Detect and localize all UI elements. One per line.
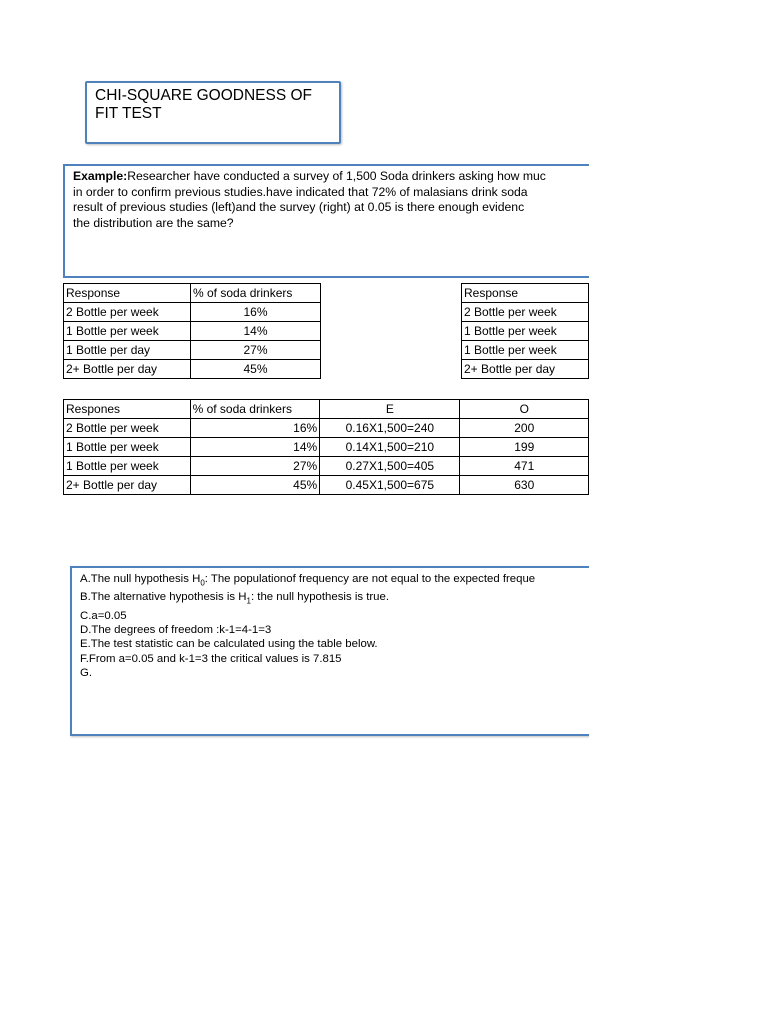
table-row	[462, 322, 589, 341]
hypothesis-e: E.The test statistic can be calculated using the table below.	[80, 638, 378, 651]
survey-table	[461, 283, 589, 379]
example-box	[63, 164, 589, 278]
response-cell: 1 Bottle per week	[462, 322, 589, 341]
hypothesis-a-subscript: 0	[200, 578, 205, 588]
example-line-2: in order to confirm previous studies.have indicated that 72% of malasians drink soda	[73, 184, 528, 199]
table-header-row	[64, 284, 321, 303]
percent-cell: 14%	[190, 438, 320, 457]
hypothesis-a-suffix: : The populationof frequency are not equal to the expected freque	[204, 573, 536, 585]
response-cell: 2+ Bottle per day	[64, 360, 191, 379]
table-row	[64, 360, 321, 379]
hypothesis-d: D.The degrees of freedom :k-1=4-1=3	[80, 624, 272, 637]
title-box	[85, 81, 341, 144]
observed-cell: 630	[460, 476, 589, 495]
response-cell: 1 Bottle per week	[462, 341, 589, 360]
response-cell: 1 Bottle per week	[64, 438, 191, 457]
header-response: Respones	[64, 400, 191, 419]
table-row	[64, 419, 589, 438]
header-observed: O	[460, 400, 589, 419]
header-expected: E	[320, 400, 460, 419]
expected-observed-table	[63, 399, 589, 495]
expected-cell: 0.16X1,500=240	[320, 419, 460, 438]
percent-cell: 27%	[190, 457, 320, 476]
table-row	[64, 322, 321, 341]
header-percent: % of soda drinkers	[190, 400, 320, 419]
response-cell: 2 Bottle per week	[64, 303, 191, 322]
example-line-4: the distribution are the same?	[73, 215, 234, 230]
header-response: Response	[462, 284, 589, 303]
example-line-3: result of previous studies (left)and the survey (right) at 0.05 is there enough evidenc	[73, 200, 525, 214]
hypothesis-c: C.a=0.05	[80, 609, 127, 622]
percent-cell: 45%	[190, 476, 320, 495]
table-row	[462, 303, 589, 322]
percent-cell: 45%	[191, 360, 321, 379]
example-line-1	[73, 169, 589, 185]
response-cell: 1 Bottle per week	[64, 322, 191, 341]
expected-cell: 0.45X1,500=675	[320, 476, 460, 495]
response-cell: 1 Bottle per week	[64, 457, 191, 476]
expected-cell: 0.27X1,500=405	[320, 457, 460, 476]
hypothesis-b-suffix: : the null hypothesis is true.	[250, 591, 389, 604]
response-cell: 2+ Bottle per day	[462, 360, 589, 379]
table-row	[64, 476, 589, 495]
previous-studies-table	[63, 283, 321, 379]
table-header-row	[462, 284, 589, 303]
response-cell: 2+ Bottle per day	[64, 476, 191, 495]
table-row	[462, 341, 589, 360]
table-row	[64, 341, 321, 360]
observed-cell: 199	[460, 438, 589, 457]
table-row	[64, 438, 589, 457]
response-cell: 2 Bottle per week	[462, 303, 589, 322]
observed-cell: 200	[460, 419, 589, 438]
page-title: CHI-SQUARE GOODNESS OF FIT TEST	[95, 87, 313, 122]
hypothesis-box	[70, 566, 589, 736]
hypothesis-g: G.	[80, 666, 93, 679]
hypothesis-b	[80, 590, 589, 608]
observed-cell: 471	[460, 457, 589, 476]
hypothesis-a	[80, 572, 589, 590]
hypothesis-b-prefix: B.The alternative hypothesis is H	[80, 591, 247, 604]
example-text-1: Researcher have conducted a survey of 1,500 Soda drinkers asking how muc	[127, 169, 546, 183]
header-percent: % of soda drinkers	[191, 284, 321, 303]
response-cell: 1 Bottle per day	[64, 341, 191, 360]
expected-cell: 0.14X1,500=210	[320, 438, 460, 457]
table-header-row	[64, 400, 589, 419]
percent-cell: 27%	[191, 341, 321, 360]
table-row	[64, 457, 589, 476]
percent-cell: 16%	[191, 303, 321, 322]
example-label: Example:	[73, 169, 128, 183]
hypothesis-a-prefix: A.The null hypothesis H	[80, 573, 201, 585]
hypothesis-f: F.From a=0.05 and k-1=3 the critical values is 7.815	[80, 652, 342, 665]
percent-cell: 14%	[191, 322, 321, 341]
response-cell: 2 Bottle per week	[64, 419, 191, 438]
hypothesis-b-subscript: 1	[246, 596, 251, 606]
table-row	[64, 303, 321, 322]
percent-cell: 16%	[190, 419, 320, 438]
header-response: Response	[64, 284, 191, 303]
table-row	[462, 360, 589, 379]
